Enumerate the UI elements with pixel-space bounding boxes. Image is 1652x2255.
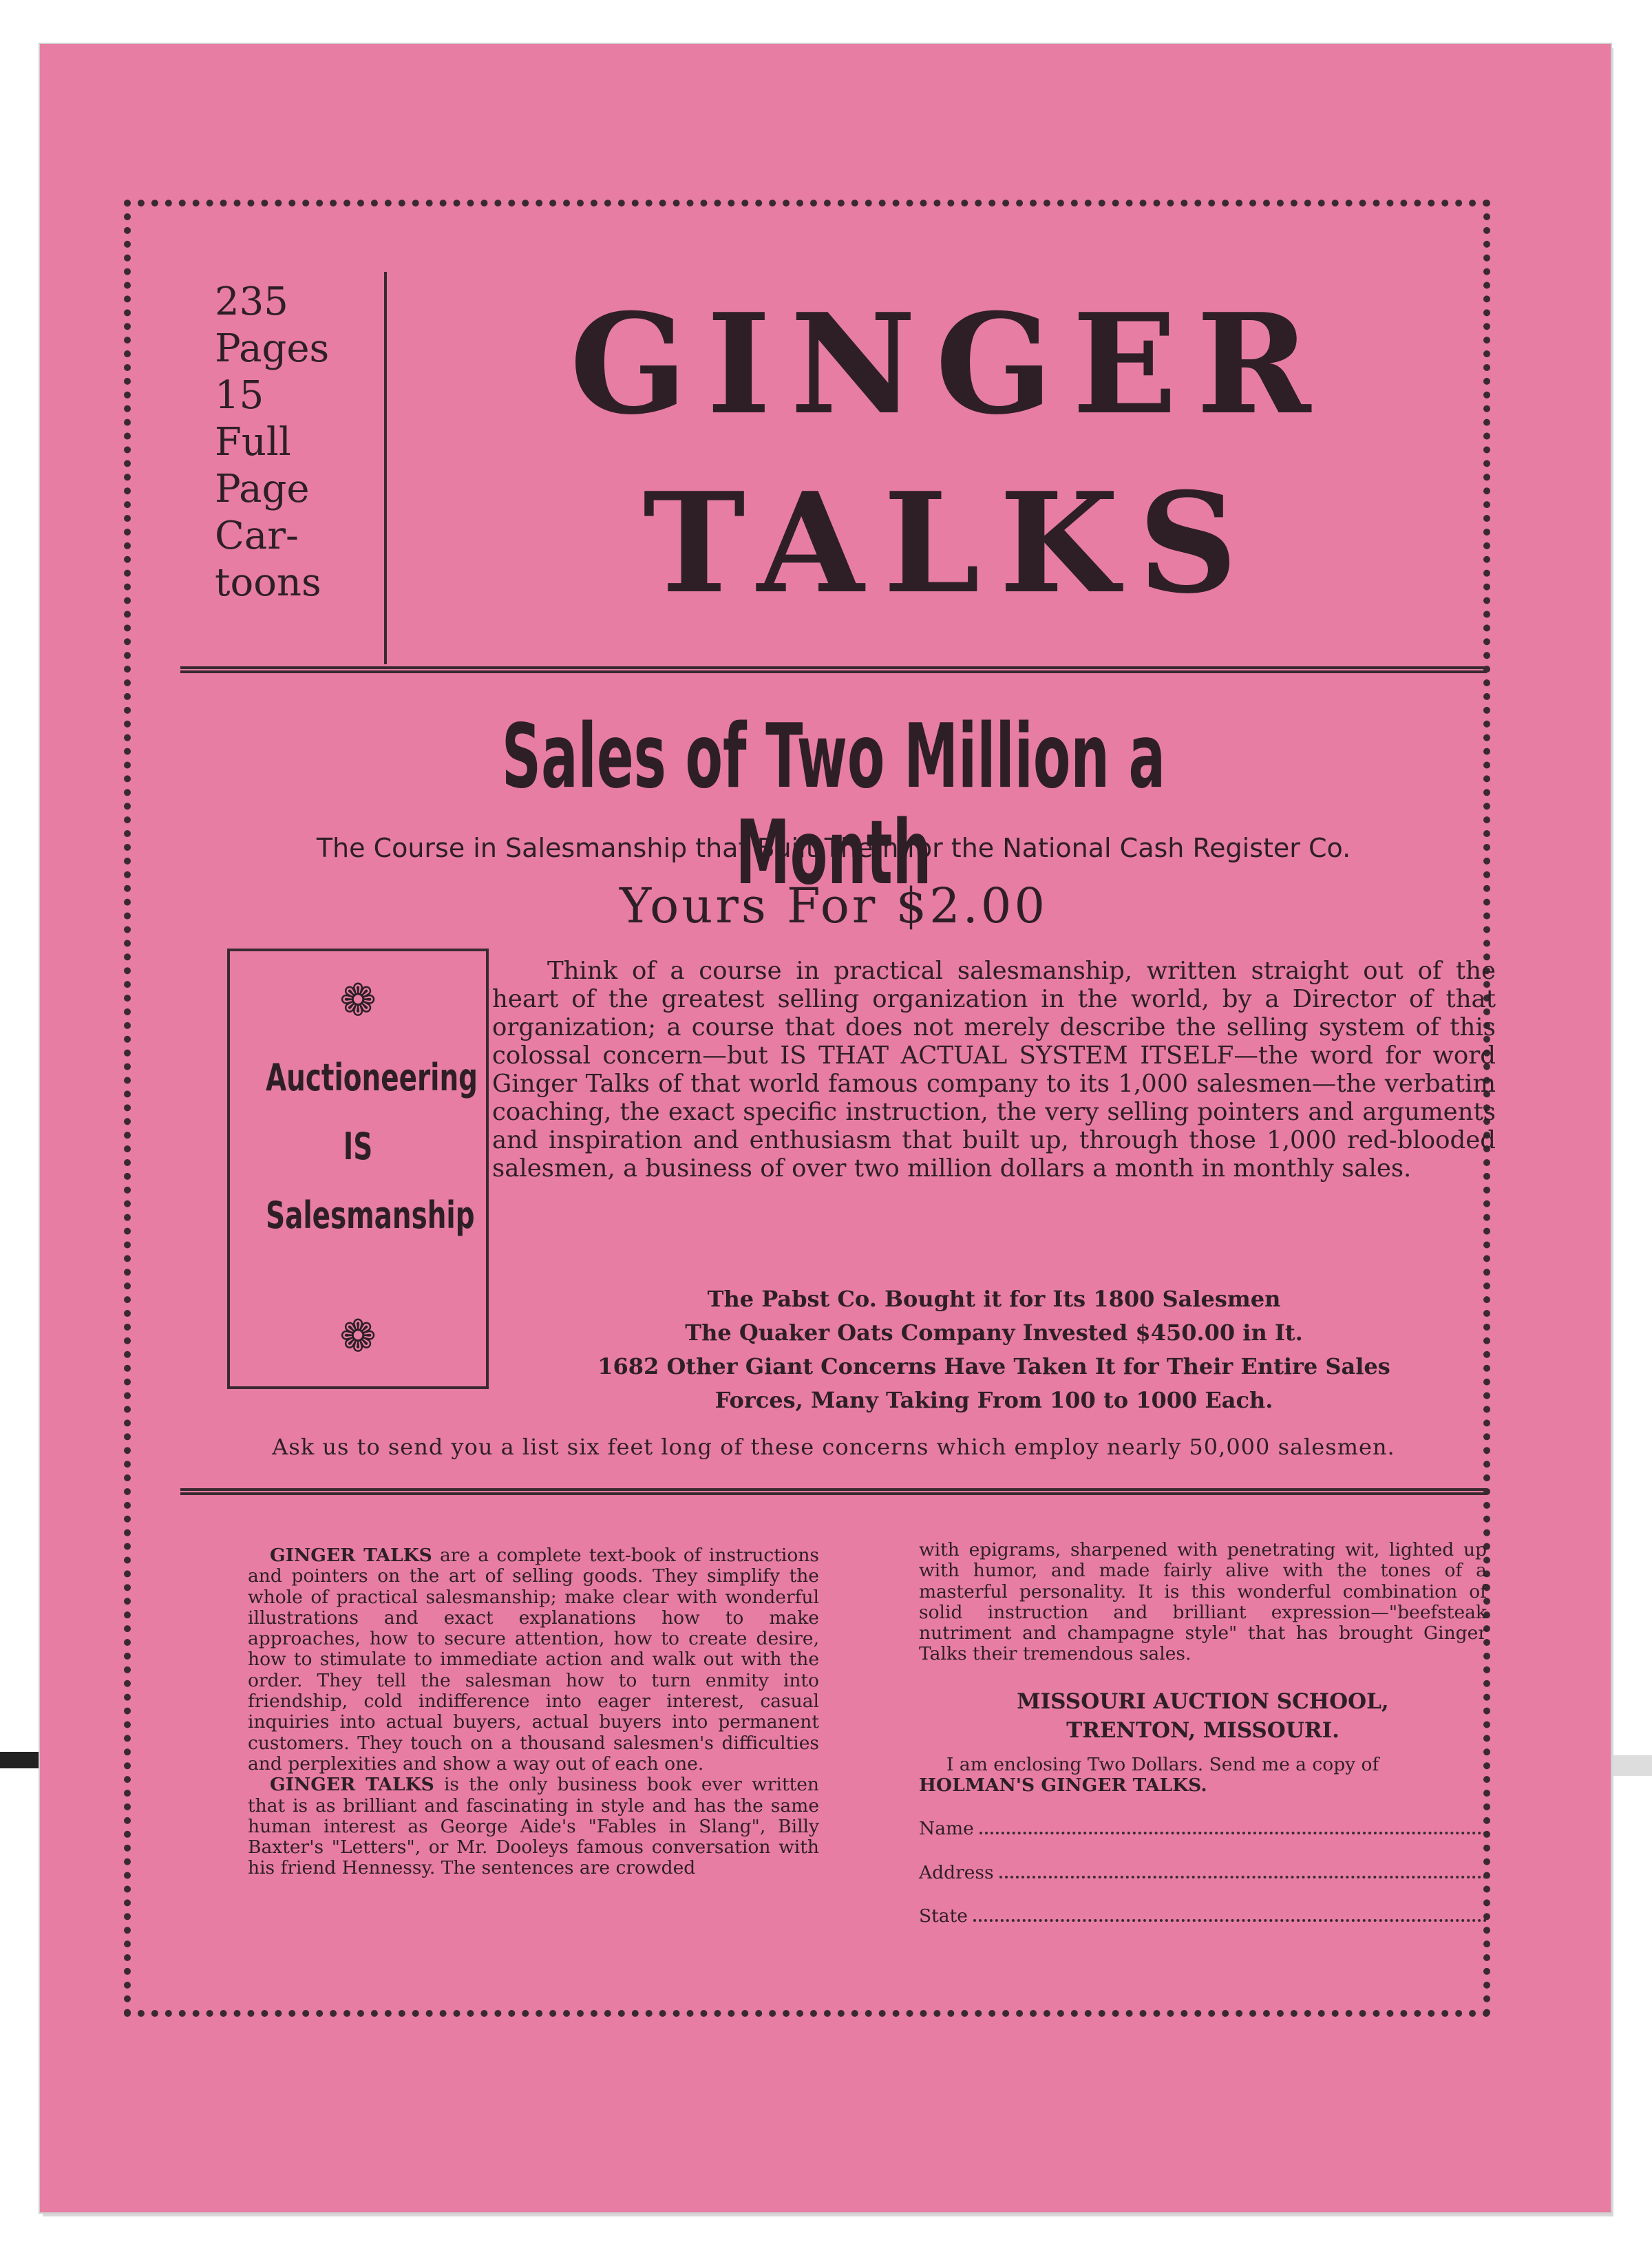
- scan-edge-marker: [0, 1752, 40, 1768]
- flower-ornament-icon: ❁: [339, 1311, 377, 1362]
- description-paragraph: [248, 1775, 819, 1878]
- address-field-row: [919, 1861, 1487, 1883]
- page-count-line: Page: [215, 467, 310, 511]
- double-rule: [180, 1488, 1487, 1495]
- subheadline: The Course in Salesmanship that Built Them for the National Cash Register Co.: [316, 833, 1351, 863]
- state-label: State: [919, 1905, 968, 1927]
- auctioneering-box: [227, 949, 489, 1389]
- order-text: I am enclosing Two Dollars. Send me a copy of: [946, 1753, 1379, 1775]
- paragraph-text: are a complete text-book of instructions and pointers on the art of selling goods. They simplify the whole of practical salesmanship; make clear with wonderful illustrations and exact explanations how to make approaches, how to secure attention, how to create desire, how to stimulate to immediate action and walk out with the order. They tell the salesman how to turn enmity into friendship, cold indifference into eager interest, casual inquiries into actual buyers, actual buyers into permanent customers. They touch on a thousand salesmen's difficulties and perplexities and show a way out of each one.: [248, 1545, 819, 1775]
- school-address: [919, 1687, 1487, 1745]
- body-paragraph: Think of a course in practical salesmanship, written straight out of the heart of the greatest selling organization in the world, by a Director of that organization; a course that does not merely describe the selling system of this colossal concern—but IS THAT ACTUAL SYSTEM ITSELF—the word for word Ginger Talks of that world famous company to its 1,000 salesmen—the verbatim coaching, the exact specific instruction, the very selling pointers and arguments and inspiration and enthusiasm that built up, through those 1,000 red-blooded salesmen, a business of over two million dollars a month in monthly sales.: [492, 957, 1496, 1183]
- page-count-line: toons: [215, 560, 321, 605]
- claim-line: The Pabst Co. Bought it for Its 1800 Salesmen: [707, 1286, 1281, 1312]
- state-field-row: [919, 1904, 1487, 1927]
- ask-line: Ask us to send you a list six feet long of these concerns which employ nearly 50,000 salesmen.: [272, 1434, 1395, 1460]
- description-continued: with epigrams, sharpened with penetrating wit, lighted up with humor, and made fairly alive with the tones of a masterful personality. It is this wonderful combination of solid instruction and brilliant expression—"beefsteak nutriment and champagne style" that has brought Ginger Talks their tremendous sales.: [919, 1539, 1487, 1665]
- book-name: GINGER TALKS: [270, 1774, 434, 1796]
- claim-line: The Quaker Oats Company Invested $450.00 in It.: [685, 1320, 1303, 1346]
- page-count-line: 15: [215, 373, 264, 418]
- description-left-column: [248, 1545, 819, 1879]
- address-field[interactable]: [999, 1861, 1487, 1878]
- title-line-2: TALKS: [643, 463, 1257, 624]
- customer-claims: [492, 1282, 1496, 1417]
- order-statement: [919, 1755, 1487, 1797]
- auction-box-line: Auctioneering: [266, 1056, 478, 1099]
- description-paragraph: [248, 1545, 819, 1775]
- book-name: GINGER TALKS: [270, 1545, 432, 1566]
- auction-box-line: Salesmanship: [266, 1194, 475, 1237]
- scan-edge-marker-right: [1604, 1755, 1652, 1776]
- claim-line: Forces, Many Taking From 100 to 1000 Each.: [714, 1387, 1273, 1413]
- headline: Sales of Two Million a Month: [501, 706, 1166, 904]
- order-right-column: [919, 1540, 1487, 1927]
- address-label: Address: [919, 1861, 994, 1883]
- auction-box-line: IS: [343, 1125, 373, 1168]
- page-count-line: Full: [215, 420, 291, 465]
- name-label: Name: [919, 1818, 974, 1840]
- state-field[interactable]: [973, 1904, 1487, 1922]
- page-count-line: Car-: [215, 514, 299, 558]
- page-count-line: 235: [215, 279, 288, 324]
- order-book-title: HOLMAN'S GINGER TALKS.: [919, 1775, 1207, 1797]
- claim-line: 1682 Other Giant Concerns Have Taken It for Their Entire Sales: [597, 1353, 1390, 1379]
- paragraph-text: is the only business book ever written that is as brilliant and fascinating in style and has the same human interest as George Aide's "Fables in Slang", Billy Baxter's "Letters", or Mr. Dooleys famous conversation with his friend Hennessy. The sentences are crowded: [248, 1774, 819, 1879]
- school-name: MISSOURI AUCTION SCHOOL,: [1017, 1688, 1389, 1714]
- name-field-row: [919, 1817, 1487, 1839]
- price-line: Yours For $2.00: [620, 878, 1048, 934]
- school-city: TRENTON, MISSOURI.: [1066, 1717, 1339, 1743]
- name-field[interactable]: [979, 1817, 1487, 1834]
- page-count-box: [180, 272, 387, 664]
- flower-ornament-icon: ❁: [339, 975, 377, 1026]
- double-rule: [180, 666, 1487, 673]
- title-line-1: GINGER: [569, 284, 1331, 445]
- page-count-line: Pages: [215, 326, 330, 371]
